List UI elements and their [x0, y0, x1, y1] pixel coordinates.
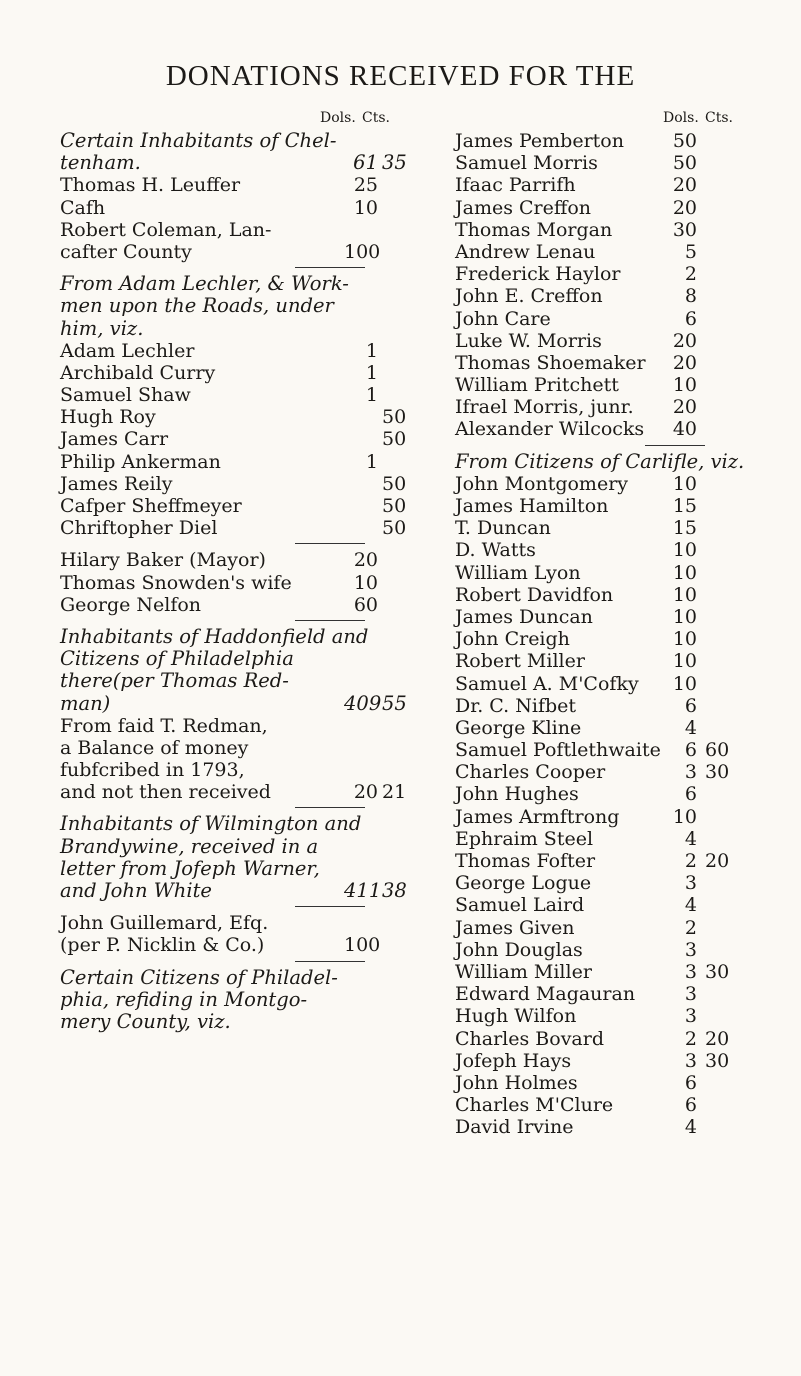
amount-dollars: 100: [344, 240, 381, 263]
heading-text: tenham.: [60, 151, 141, 175]
donor-row: [60, 219, 455, 241]
amount-dollars: 20: [672, 396, 697, 419]
donor-name: Thomas Morgan: [455, 218, 613, 241]
amount-dollars: 3: [684, 761, 697, 784]
donor-name: Robert Davidfon: [455, 583, 614, 606]
amount-dollars: 10: [672, 472, 697, 495]
amount-dollars: 10: [672, 583, 697, 606]
donor-name: Andrew Lenau: [455, 240, 596, 263]
amount-cents: 21: [382, 781, 407, 804]
section-heading-line: [60, 273, 455, 295]
donor-name: Cafper Sheffmeyer: [60, 495, 242, 517]
donor-name: Adam Lechler: [60, 339, 195, 362]
amount-dollars: 10: [353, 196, 378, 219]
amount-dollars: 4: [684, 827, 697, 850]
amount-cents: 50: [382, 406, 407, 429]
donor-name: Charles Bovard: [455, 1027, 605, 1050]
donor-name: Samuel Shaw: [60, 384, 191, 407]
section-heading-line: [60, 967, 455, 989]
amount-dollars: 3: [684, 1049, 697, 1072]
amount-dollars: 1: [365, 450, 378, 473]
donor-name: William Lyon: [455, 561, 581, 584]
amount-dollars: 2: [684, 916, 697, 939]
amount-cents: 30: [705, 1049, 730, 1072]
amount-cents: 20: [705, 1027, 730, 1050]
donor-row: [455, 539, 793, 561]
donor-name: Archibald Curry: [60, 361, 216, 384]
donor-name: John Douglas: [455, 938, 583, 961]
donor-name: Hilary Baker (Mayor): [60, 549, 266, 572]
amount-cents: 50: [382, 517, 407, 540]
donor-name: George Nelfon: [60, 593, 202, 616]
right-column: [455, 108, 793, 1138]
amount-dollars: 20: [672, 174, 697, 197]
donor-row: [455, 628, 793, 650]
amount-dollars: 10: [672, 561, 697, 584]
donor-row: [60, 362, 455, 384]
section-heading-line: [60, 880, 455, 902]
left-column: [60, 108, 455, 1033]
amount-dollars: 15: [672, 495, 697, 517]
donor-name: Frederick Haylor: [455, 263, 621, 286]
donor-row: [455, 761, 793, 783]
donor-row: [60, 451, 455, 473]
amount-dollars: 50: [672, 130, 697, 152]
donor-name: (per P. Nicklin & Co.): [60, 934, 265, 957]
donor-name: John Care: [455, 307, 551, 330]
amount-dollars: 6: [684, 1094, 697, 1117]
divider: [60, 539, 455, 549]
heading-text: mery County, viz.: [60, 1009, 231, 1033]
amount-dollars: 4: [684, 716, 697, 739]
donor-row: [455, 783, 793, 805]
amount-dollars: 411: [344, 879, 382, 902]
amount-dollars: 15: [672, 517, 697, 540]
amount-dollars: 6: [684, 307, 697, 330]
donor-name: Thomas Snowden's wife: [60, 571, 292, 594]
donor-row: [455, 495, 793, 517]
amount-dollars: 2: [684, 1027, 697, 1050]
amount-cents: 35: [382, 151, 407, 175]
amount-dollars: 10: [672, 539, 697, 562]
donor-name: Thomas H. Leuffer: [60, 174, 241, 197]
heading-text: phia, refiding in Montgo-: [60, 987, 308, 1011]
donor-row: [455, 562, 793, 584]
donor-name: fubfcribed in 1793,: [60, 759, 245, 782]
donor-name: James Given: [455, 916, 575, 939]
donor-row: [455, 130, 793, 152]
right-column-header: [455, 108, 793, 130]
donor-row: [60, 594, 455, 616]
amount-dollars: 6: [684, 1071, 697, 1094]
left-column-header: [60, 108, 455, 130]
amount-dollars: 10: [672, 374, 697, 397]
amount-dollars: 5: [684, 240, 697, 263]
heading-text: Certain Inhabitants of Chel-: [60, 129, 337, 152]
heading-text: Inhabitants of Haddonfield and: [60, 624, 369, 648]
donor-row: [455, 1005, 793, 1027]
donor-row: [455, 828, 793, 850]
section-heading-line: [60, 648, 455, 670]
donor-row: [455, 517, 793, 539]
donor-name: Thomas Shoemaker: [455, 351, 646, 374]
dols-header-right: Dols.: [663, 110, 699, 126]
donor-row: [455, 1028, 793, 1050]
amount-dollars: 3: [684, 1005, 697, 1028]
amount-dollars: 10: [672, 628, 697, 651]
donor-row: [455, 374, 793, 396]
donor-name: Jofeph Hays: [455, 1049, 572, 1072]
donor-name: Philip Ankerman: [60, 450, 221, 473]
donor-name: James Reily: [60, 472, 173, 495]
donor-row: [60, 715, 455, 737]
heading-text: and John White: [60, 879, 212, 902]
donor-row: [60, 428, 455, 450]
amount-dollars: 10: [672, 672, 697, 695]
donor-row: [455, 917, 793, 939]
amount-cents: 60: [705, 739, 730, 762]
section-heading-line: [60, 989, 455, 1011]
donor-name: John Holmes: [455, 1071, 578, 1094]
amount-dollars: 60: [353, 593, 378, 616]
donor-name: Thomas Fofter: [455, 850, 596, 872]
donor-row: [455, 285, 793, 307]
heading-text: letter from Jofeph Warner,: [60, 856, 320, 880]
amount-cents: 30: [705, 761, 730, 784]
donor-row: [60, 934, 455, 956]
donor-row: [60, 197, 455, 219]
page-title: DONATIONS RECEIVED FOR THE: [165, 60, 636, 92]
heading-text: men upon the Roads, under: [60, 294, 334, 318]
donor-row: [455, 695, 793, 717]
donor-name: Ifrael Morris, junr.: [455, 396, 634, 419]
amount-cents: 38: [382, 879, 407, 902]
donor-name: Robert Coleman, Lan-: [60, 218, 272, 241]
section-heading-line: [60, 295, 455, 317]
amount-cents: 30: [705, 960, 730, 983]
section-heading-line: [60, 626, 455, 648]
donor-row: [455, 241, 793, 263]
amount-dollars: 20: [672, 351, 697, 374]
donor-row: [455, 673, 793, 695]
donor-row: [60, 473, 455, 495]
donor-name: and not then received: [60, 781, 271, 804]
donor-name: T. Duncan: [455, 517, 551, 540]
donor-row: [455, 717, 793, 739]
donor-name: John Montgomery: [455, 472, 629, 495]
donor-row: [455, 396, 793, 418]
cts-header: Cts.: [362, 110, 390, 126]
amount-cents: 50: [382, 472, 407, 495]
donor-row: [455, 219, 793, 241]
donor-row: [455, 1116, 793, 1138]
section-heading-line: [60, 693, 455, 715]
donor-row: [455, 418, 793, 440]
amount-dollars: 2: [684, 850, 697, 872]
amount-dollars: 2: [684, 263, 697, 286]
amount-dollars: 1: [365, 361, 378, 384]
donor-row: [455, 1094, 793, 1116]
donor-name: James Creffon: [455, 196, 592, 219]
amount-dollars: 10: [353, 571, 378, 594]
section-heading-line: [455, 451, 793, 473]
donor-row: [455, 152, 793, 174]
heading-text: him, viz.: [60, 316, 144, 340]
donor-name: a Balance of money: [60, 736, 249, 759]
amount-dollars: 8: [684, 285, 697, 308]
heading-text: From Adam Lechler, & Work-: [60, 272, 349, 296]
amount-dollars: 6: [684, 739, 697, 762]
donor-row: [455, 352, 793, 374]
donor-name: Charles M'Clure: [455, 1094, 614, 1117]
donor-row: [455, 983, 793, 1005]
donor-row: [455, 806, 793, 828]
donor-row: [455, 330, 793, 352]
donor-row: [455, 650, 793, 672]
dols-header: Dols.: [320, 110, 356, 126]
donor-name: cafter County: [60, 240, 192, 263]
donor-row: [60, 549, 455, 571]
amount-dollars: 61: [353, 151, 378, 175]
donor-name: Alexander Wilcocks: [455, 418, 645, 441]
amount-cents: 50: [382, 495, 407, 517]
section-heading-line: [60, 858, 455, 880]
donor-name: James Pemberton: [455, 130, 624, 152]
heading-text: From Citizens of Carlifle, viz.: [455, 449, 745, 473]
donor-name: James Carr: [60, 428, 169, 451]
amount-dollars: 20: [672, 196, 697, 219]
donor-row: [60, 384, 455, 406]
section-heading-line: [60, 318, 455, 340]
donor-name: Cafh: [60, 196, 106, 219]
amount-dollars: 10: [672, 650, 697, 673]
donor-row: [455, 606, 793, 628]
donor-name: James Hamilton: [455, 495, 609, 517]
amount-dollars: 10: [672, 805, 697, 828]
donor-row: [60, 912, 455, 934]
donor-row: [455, 174, 793, 196]
donor-name: Ephraim Steel: [455, 827, 594, 850]
amount-dollars: 6: [684, 694, 697, 717]
amount-dollars: 1: [365, 384, 378, 407]
amount-cents: 50: [382, 428, 407, 451]
amount-dollars: 50: [672, 152, 697, 175]
donor-name: John Creigh: [455, 628, 570, 651]
amount-dollars: 20: [353, 781, 378, 804]
donor-name: James Armftrong: [455, 805, 620, 828]
donor-name: James Duncan: [455, 605, 593, 628]
amount-dollars: 30: [672, 218, 697, 241]
amount-dollars: 10: [672, 605, 697, 628]
donor-row: [455, 197, 793, 219]
donor-name: William Pritchett: [455, 374, 619, 397]
donor-name: John Guillemard, Efq.: [60, 912, 269, 935]
donor-row: [60, 340, 455, 362]
donor-row: [455, 473, 793, 495]
heading-text: man): [60, 691, 111, 715]
donor-name: Samuel Poftlethwaite: [455, 739, 661, 762]
amount-dollars: 3: [684, 983, 697, 1006]
donor-row: [60, 737, 455, 759]
divider: [60, 902, 455, 912]
donor-row: [60, 781, 455, 803]
donor-name: Hugh Wilfon: [455, 1005, 577, 1028]
donor-row: [60, 241, 455, 263]
donor-name: John Hughes: [455, 783, 579, 806]
section-heading-line: [60, 130, 455, 152]
cts-header-right: Cts.: [705, 110, 733, 126]
donor-row: [60, 517, 455, 539]
amount-dollars: 20: [353, 549, 378, 572]
amount-dollars: 3: [684, 960, 697, 983]
donor-row: [455, 739, 793, 761]
donor-name: David Irvine: [455, 1116, 574, 1139]
heading-text: there(per Thomas Red-: [60, 669, 289, 693]
donor-row: [60, 495, 455, 517]
donor-name: Charles Cooper: [455, 761, 606, 784]
amount-dollars: 4: [684, 894, 697, 917]
section-heading-line: [60, 813, 455, 835]
amount-dollars: 40: [672, 418, 697, 441]
donor-name: Samuel Laird: [455, 894, 585, 917]
donor-row: [455, 308, 793, 330]
donor-name: Samuel A. M'Cofky: [455, 672, 639, 695]
donor-row: [60, 174, 455, 196]
donor-row: [455, 961, 793, 983]
donor-name: George Logue: [455, 872, 592, 895]
amount-cents: 55: [382, 691, 407, 715]
amount-dollars: 20: [672, 329, 697, 352]
amount-dollars: 3: [684, 938, 697, 961]
amount-dollars: 4: [684, 1116, 697, 1139]
donor-row: [455, 939, 793, 961]
section-heading-line: [60, 1011, 455, 1033]
donor-name: Edward Magauran: [455, 983, 636, 1006]
donor-row: [60, 572, 455, 594]
section-heading-line: [60, 836, 455, 858]
donor-row: [455, 850, 793, 872]
donor-name: George Kline: [455, 716, 582, 739]
donor-name: D. Watts: [455, 539, 536, 562]
donor-name: Hugh Roy: [60, 406, 156, 429]
heading-text: Citizens of Philadelphia: [60, 647, 294, 671]
section-heading-line: [60, 152, 455, 174]
donor-row: [455, 894, 793, 916]
donor-row: [455, 1072, 793, 1094]
amount-cents: 20: [705, 850, 730, 872]
donor-row: [455, 263, 793, 285]
amount-dollars: 6: [684, 783, 697, 806]
amount-dollars: 3: [684, 872, 697, 895]
donor-name: Ifaac Parrifh: [455, 174, 576, 197]
section-heading-line: [60, 670, 455, 692]
donor-name: Dr. C. Nifbet: [455, 694, 577, 717]
donor-row: [455, 1050, 793, 1072]
donor-name: From faid T. Redman,: [60, 714, 268, 737]
amount-dollars: 25: [353, 174, 378, 197]
donor-row: [60, 406, 455, 428]
donor-row: [60, 759, 455, 781]
donor-name: John E. Creffon: [455, 285, 603, 308]
donor-name: Luke W. Morris: [455, 329, 602, 352]
heading-text: Certain Citizens of Philadel-: [60, 965, 338, 989]
donor-row: [455, 872, 793, 894]
donor-name: William Miller: [455, 960, 592, 983]
donor-name: Samuel Morris: [455, 152, 598, 175]
amount-dollars: 409: [344, 691, 382, 715]
donor-name: Chriftopher Diel: [60, 517, 218, 540]
donor-row: [455, 584, 793, 606]
heading-text: Brandywine, received in a: [60, 834, 319, 858]
amount-dollars: 1: [365, 339, 378, 362]
amount-dollars: 100: [344, 934, 381, 957]
donor-name: Robert Miller: [455, 650, 585, 673]
heading-text: Inhabitants of Wilmington and: [60, 812, 362, 836]
